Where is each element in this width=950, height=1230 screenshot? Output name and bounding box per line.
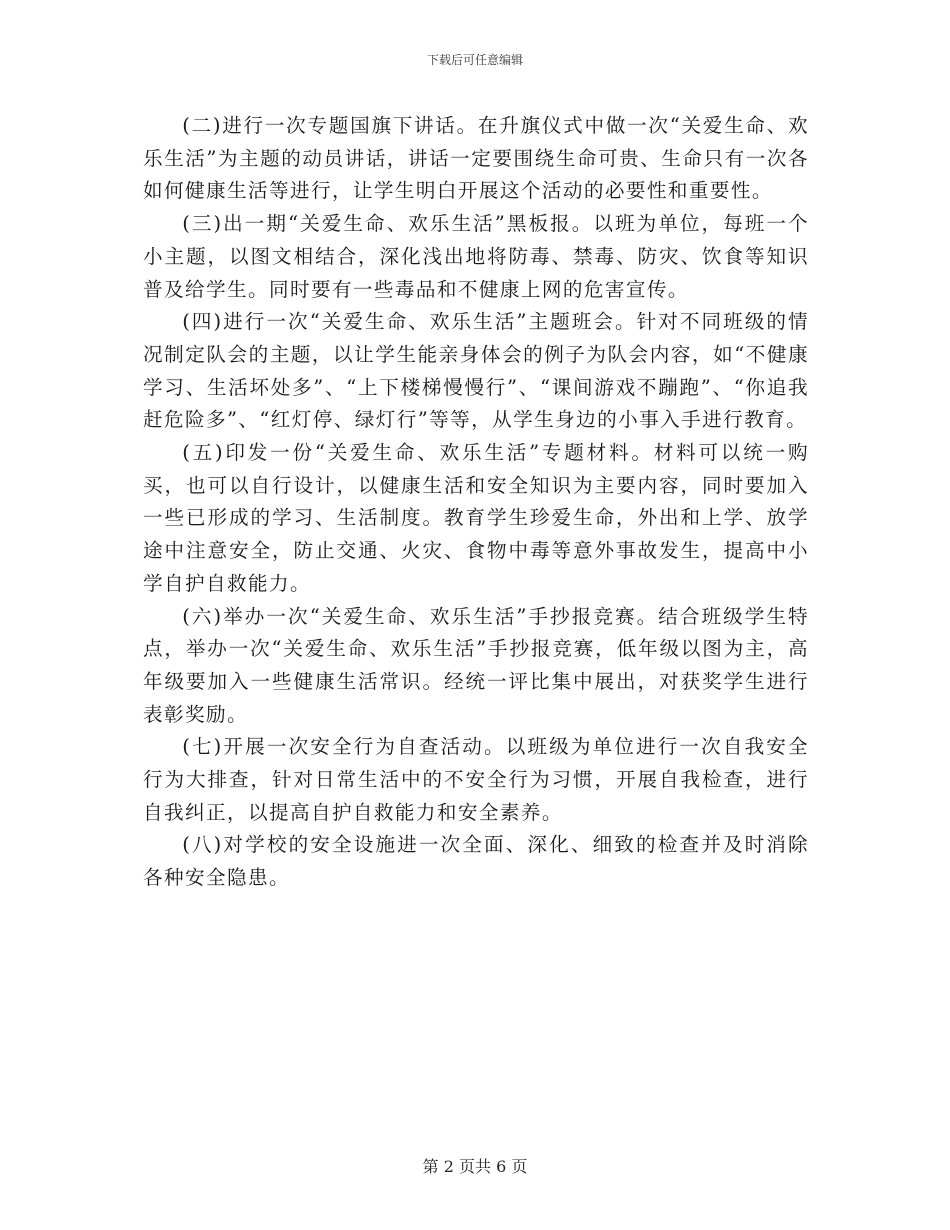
- page-footer: 第 2 页共 6 页: [422, 1157, 528, 1176]
- paragraph-3: (三)出一期“关爱生命、欢乐生活”黑板报。以班为单位，每班一个小主题，以图文相结合，深化浅出地将防毒、禁毒、防灾、饮食等知识普及给学生。同时要有一些毒品和不健康上网的危害宣传。: [143, 212, 809, 301]
- paragraph-4: (四)进行一次“关爱生命、欢乐生活”主题班会。针对不同班级的情况制定队会的主题，以让学生能亲身体会的例子为队会内容，如“不健康学习、生活坏处多”、“上下楼梯慢慢行”、“课间游戏不蹦跑”、“你追我赶危险多”、“红灯停、绿灯行”等等，从学生身边的小事入手进行教育。: [143, 310, 809, 432]
- paragraph-8: (八)对学校的安全设施进一次全面、深化、细致的检查并及时消除各种安全隐患。: [143, 833, 809, 890]
- paragraph-7: (七)开展一次安全行为自查活动。以班级为单位进行一次自我安全行为大排查，针对日常生活中的不安全行为习惯，开展自我检查，进行自我纠正，以提高自护自救能力和安全素养。: [143, 735, 809, 824]
- page-header: 下载后可任意编辑: [426, 53, 523, 67]
- paragraph-6: (六)举办一次“关爱生命、欢乐生活”手抄报竞赛。结合班级学生特点，举办一次“关爱生命、欢乐生活”手抄报竞赛，低年级以图为主，高年级要加入一些健康生活常识。经统一评比集中展出，对获奖学生进行表彰奖励。: [143, 604, 809, 726]
- paragraph-2: (二)进行一次专题国旗下讲话。在升旗仪式中做一次“关爱生命、欢乐生活”为主题的动员讲话，讲话一定要围绕生命可贵、生命只有一次各如何健康生活等进行，让学生明白开展这个活动的必要性和重要性。: [143, 114, 809, 203]
- paragraph-5: (五)印发一份“关爱生命、欢乐生活”专题材料。材料可以统一购买，也可以自行设计，以健康生活和安全知识为主要内容，同时要加入一些已形成的学习、生活制度。教育学生珍爱生命，外出和上学、放学途中注意安全，防止交通、火灾、食物中毒等意外事故发生，提高中小学自护自救能力。: [143, 441, 809, 595]
- document-body: [143, 110, 809, 895]
